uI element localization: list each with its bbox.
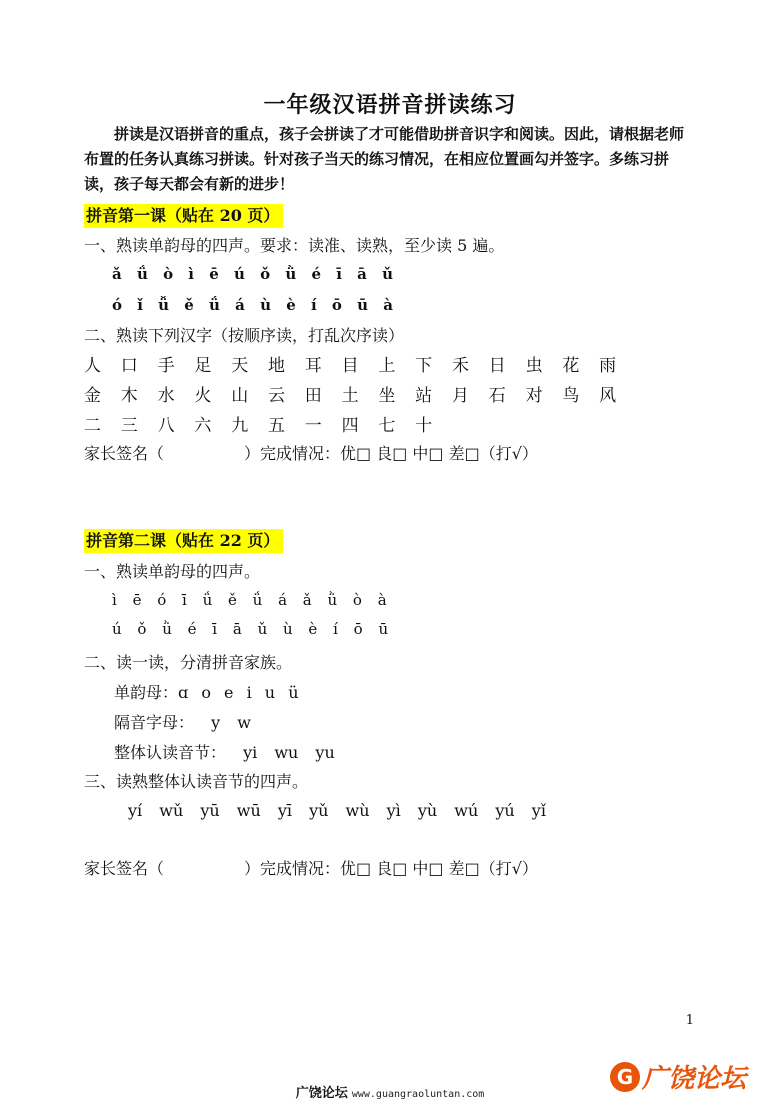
char: 四 [341,416,359,436]
lesson2-pinyin-row1: ì ē ó ī ǘ ě ǘ á ǎ ǜ ò à [112,591,387,609]
char: 手 [157,356,175,376]
char: 下 [415,356,433,376]
char: 六 [194,416,212,436]
char: 足 [194,356,212,376]
single-finals-line: 单韵母：ɑ o e i u ü [114,683,299,702]
char: 地 [267,356,285,376]
char: 人 [84,356,101,376]
char: 鸟 [562,386,580,406]
page-title: 一年级汉语拼音拼读练习 [263,92,517,118]
char: 火 [194,386,212,406]
char: 二 [84,416,101,436]
intro-paragraph [84,122,696,197]
logo-mark-icon: G [610,1062,640,1092]
lesson2-part1-title: 一、熟读单韵母的四声。 [84,562,261,581]
char: 五 [267,416,285,436]
char: 水 [157,386,175,406]
tones-row: yí wǔ yū wū yī yǔ wù yì yù wú yú yǐ [128,801,546,820]
lesson2-pinyin-row2: ú ǒ ǜ é ī ā ǔ ù è í ō ū [112,620,389,638]
char: 上 [378,356,396,376]
char: 一 [304,416,322,436]
char: 三 [120,416,138,436]
char: 虫 [525,356,543,376]
lesson2-part2-title: 二、读一读，分清拼音家族。 [84,653,293,672]
char: 山 [231,386,249,406]
lesson1-chars-row3 [84,411,452,436]
lesson1-chars-row2 [84,381,636,406]
lesson1-part2-title: 二、熟读下列汉字（按顺序读，打乱次序读） [84,326,405,345]
char: 九 [231,416,249,436]
site-logo [610,1058,746,1095]
char: 雨 [599,356,617,376]
char: 云 [267,386,285,406]
char: 口 [120,356,138,376]
lesson1-chars-row1 [84,351,636,376]
lesson1-part1-title: 一、熟读单韵母的四声。要求：读准、读熟，至少读 5 遍。 [84,236,505,255]
char: 目 [341,356,359,376]
char: 耳 [304,356,322,376]
char: 站 [415,386,433,406]
lesson2-part3-title: 三、读熟整体认读音节的四声。 [84,772,309,791]
whole-syllables-line: 整体认读音节： yi wu yu [114,743,335,762]
footer-url: www.guangraoluntan.com [351,1089,485,1100]
lesson2-heading-text: 拼音第二课（贴在 22 页） [84,529,283,553]
char: 八 [157,416,175,436]
char: 日 [488,356,506,376]
char: 木 [120,386,138,406]
footer-brand: 广饶论坛 [295,1086,348,1101]
char: 田 [304,386,322,406]
char: 天 [231,356,249,376]
logo-text: 广饶论坛 [642,1064,747,1094]
char: 石 [488,386,506,406]
lesson1-heading [84,203,283,226]
char: 月 [451,386,469,406]
lesson1-signature-line: 家长签名（ ）完成情况：优□ 良□ 中□ 差□（打√） [84,444,538,463]
lesson1-heading-text: 拼音第一课（贴在 20 页） [84,204,283,228]
char: 对 [525,386,543,406]
lesson2-heading [84,528,283,551]
intro-text: 拼读是汉语拼音的重点，孩子会拼读了才可能借助拼音识字和阅读。因此，请根据老师布置的任务认真练习拼读。针对孩子当天的练习情况，在相应位置画勾并签字。多练习拼读，孩子每天都会有新的进步！ [84,125,685,193]
char: 坐 [378,386,396,406]
char: 风 [599,386,617,406]
char: 十 [415,416,433,436]
char: 金 [84,386,101,406]
char: 土 [341,386,359,406]
lesson2-signature-line: 家长签名（ ）完成情况：优□ 良□ 中□ 差□（打√） [84,859,538,878]
separators-line: 隔音字母： y w [114,713,251,732]
page-number: 1 [685,1013,694,1028]
char: 禾 [451,356,469,376]
lesson1-pinyin-row2: ó ǐ ǚ ě ǘ á ù è í ō ū à [112,296,393,314]
lesson1-pinyin-row1: ǎ ǘ ò ì ē ú ǒ ǜ é ī ā ǔ [112,265,393,283]
char: 七 [378,416,396,436]
char: 花 [562,356,580,376]
